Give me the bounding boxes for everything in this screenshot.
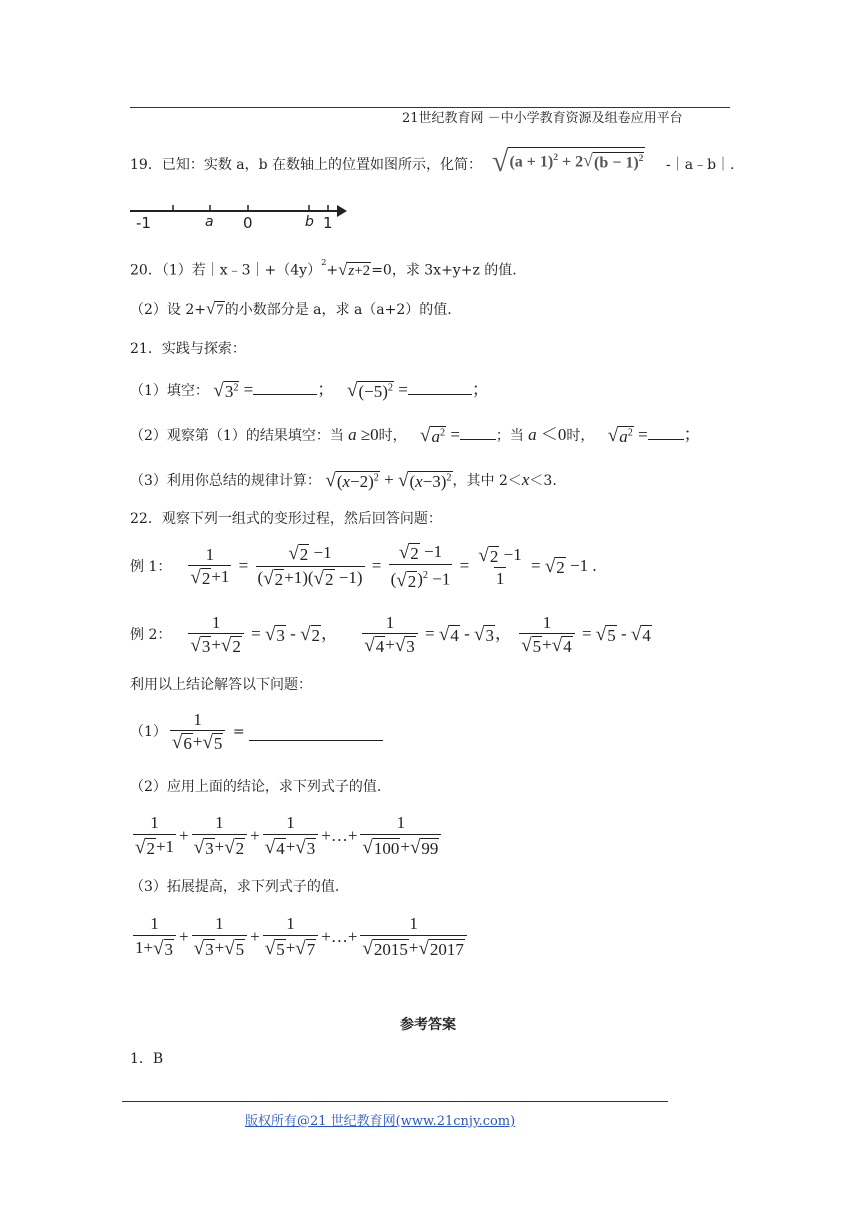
q20-p1: 20．（1）若$|x﹣3|+(4y)^2+$ √ z+2 =0，求 3x+y+z 的值. xyxy=(130,257,517,279)
answer-1: 1．B xyxy=(130,1051,164,1067)
header-rule xyxy=(130,107,730,108)
q22-use: 利用以上结论解答以下问题： xyxy=(130,677,312,693)
q22-sum1: 1 √ 2 +1 + 1 √ 3 + √ 2 + 1 √ 4 + √ 3 +…+ 1 √ 100 + √ 99 xyxy=(130,814,444,858)
q22-title: 22．观察下列一组式的变形过程，然后回答问题： xyxy=(130,511,442,527)
header-site: 21世纪教育网 －中小学教育资源及组卷应用平台 xyxy=(402,111,683,126)
q22-example2: 例 2： 1 √ 3 + √ 2 = √ 3 - √ 2 ， 1 √ 4 + √ 3 = √ 4 - √ 3 ， 1 √ 5 + √ 4 = √ 5 - √ 4 xyxy=(130,612,651,656)
nl-label-a: a xyxy=(205,214,214,230)
nl-label-1: 1 xyxy=(323,214,333,232)
q21-p3: （3）利用你总结的规律计算： √ $(x-2)^2$ + √ $(x-3)^2$ ，其中 2＜x＜3. xyxy=(130,470,557,491)
answers-title: 参考答案 xyxy=(400,1017,456,1033)
number-line xyxy=(128,198,353,238)
q22-p3: （3）拓展提高，求下列式子的值. xyxy=(130,879,340,895)
q22-sum2: 1 1+ √ 3 + 1 √ 3 + √ 5 + 1 √ 5 + √ 7 +…+ 1 √ 2015 + √ 2017 xyxy=(130,914,470,960)
q22-p2: （2）应用上面的结论，求下列式子的值. xyxy=(130,779,382,795)
footer-copyright-link[interactable]: 版权所有@21 世纪教育网(www.21cnjy.com) xyxy=(245,1114,516,1129)
q22-example1: 例 1： 1 √ 2 +1 = √ 2 −1 ( √ 2 +1)( √ 2 −1) = √ 2 −1 ( √ 2 )$^2$ −1 = √ 2 −1 1 = √ 2 −1 . xyxy=(130,541,597,591)
nl-label-neg1: -1 xyxy=(136,214,151,232)
nl-label-0: 0 xyxy=(243,214,253,232)
q22-p1: （1） 1 √ 6 + √ 5 = xyxy=(130,712,383,752)
q20-p2: （2）设 2+ √ 7 的小数部分是 a，求 a（a+2）的值. xyxy=(130,299,452,319)
q19-expression: √ $(a + 1)^2 + 2$ √ $(b - 1)^2$ xyxy=(492,145,644,178)
q19-tail: -｜a﹣b｜. xyxy=(666,157,735,173)
q21-p1: （1）填空： √ $3^2$ = ； √ $(-5)^2$ = ； xyxy=(130,380,489,401)
q21-title: 21．实践与探索： xyxy=(130,341,246,357)
q21-p2: （2）观察第（1）的结果填空：当 a ≥0时， √ $a^2$ = ；当 a ＜0时， √ $a^2$ = ； xyxy=(130,425,701,446)
nl-label-b: b xyxy=(305,214,314,230)
q19-text: 19．已知：实数 a，b 在数轴上的位置如图所示，化简： xyxy=(130,157,483,173)
footer-rule xyxy=(122,1101,668,1102)
